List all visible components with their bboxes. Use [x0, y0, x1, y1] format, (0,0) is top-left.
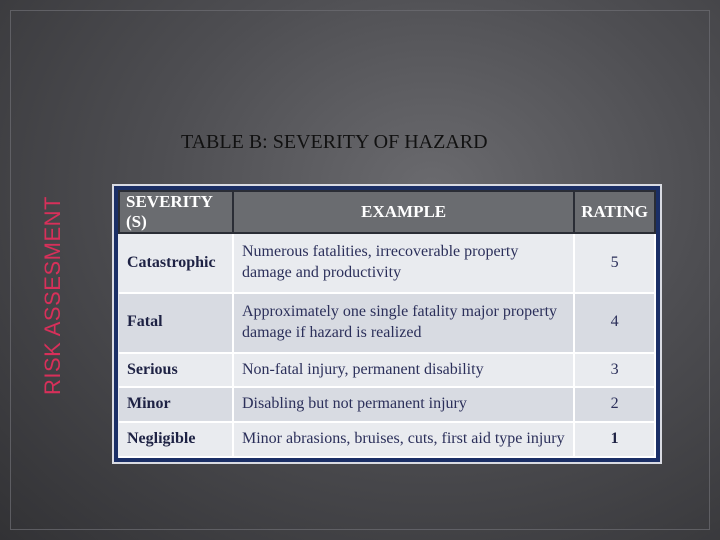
example-cell: Disabling but not permanent injury — [233, 387, 574, 422]
severity-cell: Minor — [119, 387, 233, 422]
severity-cell: Serious — [119, 353, 233, 388]
rating-cell: 1 — [574, 422, 655, 457]
slide-title: TABLE B: SEVERITY OF HAZARD — [181, 131, 488, 153]
table-row — [119, 233, 655, 293]
severity-cell: Catastrophic — [119, 233, 233, 293]
side-title: RISK ASSESMENT — [40, 196, 65, 395]
rating-cell: 4 — [574, 293, 655, 353]
header-rating: RATING — [574, 191, 655, 233]
severity-cell: Fatal — [119, 293, 233, 353]
table-row — [119, 422, 655, 457]
table-row — [119, 387, 655, 422]
severity-table-container — [112, 184, 662, 464]
example-cell: Non-fatal injury, permanent disability — [233, 353, 574, 388]
rating-cell: 5 — [574, 233, 655, 293]
table-row — [119, 293, 655, 353]
severity-table — [118, 190, 656, 458]
table-header-row — [119, 191, 655, 233]
example-cell: Minor abrasions, bruises, cuts, first aid type injury — [233, 422, 574, 457]
table-row — [119, 353, 655, 388]
rating-cell: 2 — [574, 387, 655, 422]
example-cell: Approximately one single fatality major property damage if hazard is realized — [233, 293, 574, 353]
rating-cell: 3 — [574, 353, 655, 388]
header-example: EXAMPLE — [233, 191, 574, 233]
example-cell: Numerous fatalities, irrecoverable property damage and productivity — [233, 233, 574, 293]
header-severity: SEVERITY (S) — [119, 191, 233, 233]
severity-cell: Negligible — [119, 422, 233, 457]
